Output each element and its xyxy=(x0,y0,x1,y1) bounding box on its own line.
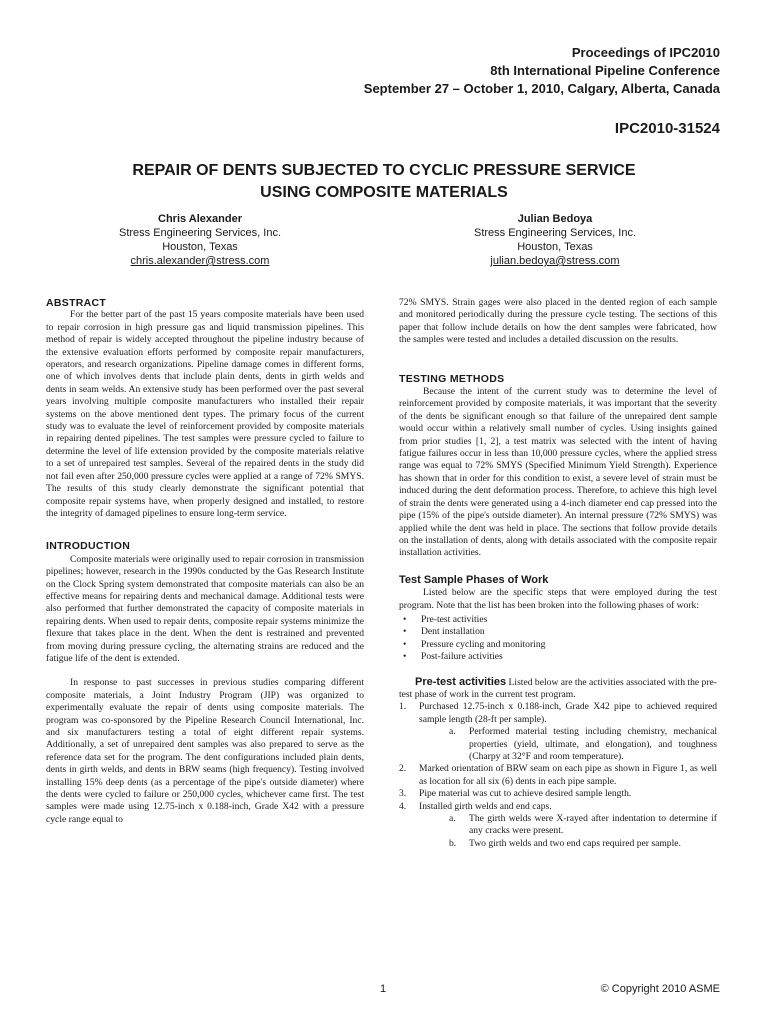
right-column xyxy=(399,297,717,850)
paper-id: IPC2010-31524 xyxy=(614,120,720,137)
list-item: • Pre-test activities xyxy=(399,614,717,626)
author-affiliation: Stress Engineering Services, Inc. xyxy=(473,227,637,239)
phases-list xyxy=(399,614,717,664)
phases-text: Listed below are the specific steps that were employed during the test program. Note that the list has been broken into the following phases of work: xyxy=(399,587,717,611)
author-email-link[interactable]: julian.bedoya@stress.com xyxy=(490,255,620,267)
pretest-heading: Pre-test activities xyxy=(415,675,507,688)
title-line-1: REPAIR OF DENTS SUBJECTED TO CYCLIC PRESSURE SERVICE xyxy=(132,162,636,179)
paper-title xyxy=(60,160,708,204)
step-number: 3. xyxy=(399,788,407,800)
step-text: Pipe material was cut to achieve desired sample length. xyxy=(419,788,632,800)
abstract-text: For the better part of the past 15 years composite materials have been used to repair corrosion in high pressure gas and liquid transmission pipelines. This method of repair is widely accepted throughout the pipeline industry because of the extensive evaluation efforts performed by composite repair manufacturers, operators, and research organizations. Pipeline damage comes in different forms, one of which involves dents that include plain dents, dents in girth welds and dents in seam welds. An extensive study has been performed over the past several years involving multiple composite manufacturers who installed their repair systems on the above mentioned dent types. The primary focus of the current study was to evaluate the level of reinforcement provided by composite materials in repairing dented pipelines. The test samples were pressure cycled to failure to determine the level of life extension provided by the composite materials relative to a set of unrepaired test samples. Several of the repaired dents in the study did not fail even after 250,000 pressure cycles were applied at a range of 72% SMYS. The results of this study clearly demonstrate the significant potential that composite repair systems have, when properly designed and installed, to restore the integrity of damaged pipelines to ensure long-term service. xyxy=(46,309,364,519)
author-location: Houston, Texas xyxy=(517,241,593,253)
author-block-2 xyxy=(425,212,685,268)
step-number: a. xyxy=(449,813,456,825)
step-number: a. xyxy=(449,726,456,738)
author-block-1 xyxy=(70,212,330,268)
proceedings-header xyxy=(364,44,720,98)
step-3 xyxy=(399,788,717,800)
list-item: • Post-failure activities xyxy=(399,651,717,663)
step-1 xyxy=(399,701,717,726)
list-item: • Pressure cycling and monitoring xyxy=(399,639,717,651)
step-text: Marked orientation of BRW seam on each pipe as shown in Figure 1, as well as location for all six (6) dents in each pipe sample. xyxy=(419,763,717,787)
step-1a xyxy=(399,726,717,763)
testing-methods-text: Because the intent of the current study was to determine the level of reinforcement provided by composite materials, it was important that the severity of the dents be significant enough so that failure of the unrepaired dent sample would occur within a relatively small number of cycles. Using insights gained from prior studies [1, 2], a test matrix was selected with the intent of having fatigue failures occur in less than 10,000 pressure cycles, where the applied stress range was equal to 72% SMYS (Specified Minimum Yield Strength). Experience has shown that in order for this condition to exist, a severe level of strain must be induced during the dent deformation process. Therefore, to achieve this high level of strain the dents were generated using a 4-inch diameter end cap pressed into the pipe (15% of the pipe's outside diameter). An internal pressure (72% SMYS) was applied while the dent was held in place. The sections that follow provide details on the installation of dents, along with details associated with the composite repair installation activities. xyxy=(399,386,717,559)
left-column xyxy=(46,297,364,826)
author-name: Chris Alexander xyxy=(158,213,242,225)
step-2 xyxy=(399,763,717,788)
step-text: Performed material testing including chemistry, mechanical properties (yield, ultimate, and elongation), and toughness (Charpy at 32°F and room temperature). xyxy=(469,726,717,762)
author-affiliation: Stress Engineering Services, Inc. xyxy=(118,227,282,239)
step-number: 4. xyxy=(399,800,407,812)
page-number: 1 xyxy=(380,983,387,995)
step-text: Two girth welds and two end caps required per sample. xyxy=(469,837,681,849)
list-item: • Dent installation xyxy=(399,626,717,638)
copyright-notice: © Copyright 2010 ASME xyxy=(600,983,720,995)
author-location: Houston, Texas xyxy=(162,241,238,253)
step-text: The girth welds were X-rayed after indentation to determine if any cracks were present. xyxy=(469,813,717,837)
title-line-2: USING COMPOSITE MATERIALS xyxy=(260,184,508,201)
introduction-paragraph-2: In response to past successes in previous studies comparing different composite materials, a Joint Industry Program (JIP) was organized to experimentally evaluate the repair of dents using composite materials. The program was co-sponsored by the Pipeline Research Council International, Inc. and six manufacturers testing a total of eight different repair systems. Additionally, a set of unrepaired dent samples was also prepared to serve as the reference data set for the program. The dent configurations included plain dents, dents in girth welds, and dents in BRW seams (high frequency). Testing involved installing 15% deep dents (as a percentage of the pipe's outside diameter) where the dents were cycled to failure or 250,000 cycles, whichever came first. The test samples were made using 12.75-inch x 0.188-inch, Grade X42 with a pressure cycle range equal to xyxy=(46,677,364,825)
abstract-heading: ABSTRACT xyxy=(46,297,107,309)
step-text: Purchased 12.75-inch x 0.188-inch, Grade X42 pipe to achieved required sample length (28-ft per sample). xyxy=(419,701,717,725)
step-4 xyxy=(399,801,717,813)
step-4a xyxy=(399,813,717,838)
conference-dates: September 27 – October 1, 2010, Calgary, Alberta, Canada xyxy=(363,81,720,96)
testing-methods-heading: TESTING METHODS xyxy=(399,372,505,385)
conference-name: 8th International Pipeline Conference xyxy=(490,63,720,78)
author-name: Julian Bedoya xyxy=(517,213,593,225)
continuation-paragraph: 72% SMYS. Strain gages were also placed in the dented region of each sample and monitored periodically during the pressure cycle testing. The sections of this paper that follow include details on how the dent samples were fabricated, how the samples were tested and includes a detailed discussion on the results. xyxy=(399,297,717,346)
pretest-intro: Listed below are the activities associated with the pre-test phase of work in the current test program. xyxy=(399,676,717,700)
introduction-paragraph-1: Composite materials were originally used to repair corrosion in transmission pipelines; however, research in the 1990s conducted by the Gas Research Institute on the Clock Spring system demonstrated that composite materials can also be an effective means for repairing dents and mechanical damage. Additional tests were also performed that further demonstrated the capacity of composite materials in repairing dents. When used to repair dents, composite repair systems minimize the flexure that takes place in the dent. When the dent is restrained and prevented from moving during pressure cycling, the alternating strains are reduced and the fatigue life of the dent is extended. xyxy=(46,553,364,664)
proceedings-title: Proceedings of IPC2010 xyxy=(571,45,720,60)
step-number: 2. xyxy=(399,763,407,775)
step-number: b. xyxy=(449,837,457,849)
phases-heading: Test Sample Phases of Work xyxy=(399,573,549,586)
author-email-link[interactable]: chris.alexander@stress.com xyxy=(130,255,270,267)
step-number: 1. xyxy=(399,701,407,713)
step-text: Installed girth welds and end caps. xyxy=(419,800,552,812)
introduction-heading: INTRODUCTION xyxy=(46,540,131,553)
pretest-paragraph xyxy=(399,676,717,702)
step-4b xyxy=(399,838,717,850)
